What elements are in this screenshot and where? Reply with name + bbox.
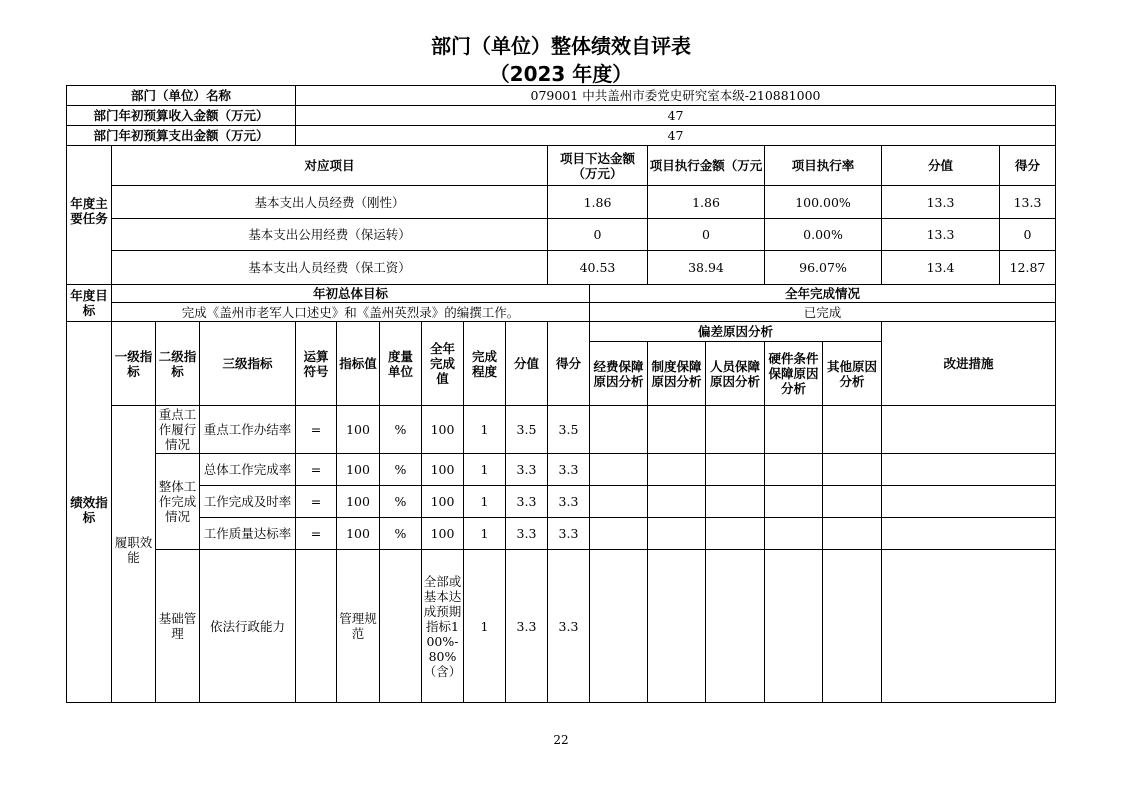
- indicators-section-label: 绩效指标: [70, 495, 108, 525]
- col-degree: 完成程度: [471, 348, 497, 379]
- target-cell: 管理规范: [339, 611, 377, 641]
- score-value-cell: 3.3: [516, 494, 537, 509]
- task-row-item: 基本支出人员经费（保工资）: [248, 260, 411, 275]
- col-level2: 二级指标: [158, 348, 197, 379]
- task-row-score-value: 13.3: [926, 227, 955, 242]
- col-target: 指标值: [339, 356, 377, 371]
- target-cell: 100: [346, 494, 370, 509]
- tasks-col-score: 得分: [1014, 158, 1040, 173]
- col-level1: 一级指标: [114, 348, 153, 379]
- score-cell: 3.3: [558, 618, 579, 634]
- goal-section-label: 年度目标: [70, 288, 108, 318]
- score-value-cell: 3.3: [516, 526, 537, 541]
- level2-cell: 整体工作完成情况: [158, 479, 197, 524]
- annual-value-cell: 100: [430, 494, 455, 509]
- degree-cell: 1: [480, 422, 489, 437]
- unit-cell: %: [394, 462, 407, 477]
- goal-text: 完成《盖州市老军人口述史》和《盖州英烈录》的编撰工作。: [181, 304, 520, 320]
- task-row-executed: 0: [702, 227, 710, 242]
- page-title: 部门（单位）整体绩效自评表: [431, 34, 691, 58]
- task-row-rate: 100.00%: [795, 194, 851, 210]
- target-cell: 100: [346, 422, 370, 437]
- expense-label: 部门年初预算支出金额（万元）: [93, 128, 269, 143]
- col-annual-value: 全年完成值: [429, 341, 455, 386]
- page-subtitle: （2023 年度）: [489, 62, 633, 86]
- task-row-allocated: 40.53: [579, 260, 616, 275]
- level2-cell: 基础管理: [158, 611, 197, 641]
- unit-cell: %: [394, 494, 407, 509]
- col-unit: 度量单位: [387, 348, 413, 379]
- target-cell: 100: [346, 526, 370, 541]
- page-number: 22: [553, 733, 569, 747]
- annual-value-cell: 全部或基本达成预期指标100%-80%（含）: [423, 573, 462, 679]
- score-cell: 3.5: [558, 422, 579, 437]
- col-level3: 三级指标: [222, 356, 273, 371]
- operator-cell: =: [310, 462, 322, 477]
- tasks-col-executed: 项目执行金额（万元: [649, 158, 763, 173]
- unit-cell: %: [394, 526, 407, 541]
- task-row-allocated: 0: [593, 227, 602, 242]
- level3-cell: 工作完成及时率: [203, 494, 292, 509]
- unit-cell: %: [394, 422, 407, 437]
- level2-cell: 重点工作履行情况: [158, 407, 197, 452]
- col-score-value: 分值: [513, 356, 539, 371]
- col-improvement: 改进措施: [943, 356, 994, 371]
- task-row-rate: 96.07%: [799, 260, 847, 275]
- task-row-executed: 38.94: [688, 260, 724, 275]
- degree-cell: 1: [480, 526, 489, 541]
- task-row-score: 12.87: [1009, 260, 1046, 275]
- completion-text: 已完成: [803, 304, 842, 320]
- task-row-item: 基本支出人员经费（刚性）: [254, 194, 405, 210]
- score-value-cell: 3.3: [516, 462, 537, 477]
- col-score: 得分: [555, 356, 581, 371]
- task-row-rate: 0.00%: [803, 227, 843, 242]
- annual-value-cell: 100: [430, 526, 455, 541]
- col-dev-funding: 经费保障原因分析: [593, 358, 644, 389]
- operator-cell: [296, 550, 336, 702]
- score-value-cell: 3.5: [516, 422, 537, 437]
- col-dev-staff: 人员保障原因分析: [709, 358, 760, 389]
- tasks-col-score-value: 分值: [927, 158, 953, 173]
- degree-cell: 1: [480, 462, 489, 477]
- operator-cell: =: [310, 526, 322, 541]
- target-cell: 100: [346, 462, 370, 477]
- degree-cell: 1: [480, 618, 489, 634]
- level1-cell: 履职效能: [114, 535, 153, 565]
- income-label: 部门年初预算收入金额（万元）: [93, 108, 269, 123]
- completion-header: 全年完成情况: [784, 286, 860, 301]
- dept-name-label: 部门（单位）名称: [130, 88, 231, 103]
- tasks-section-label: 年度主要任务: [70, 196, 108, 226]
- dept-name-value: 079001 中共盖州市委党史研究室本级-210881000: [530, 88, 821, 103]
- col-dev-system: 制度保障原因分析: [651, 358, 702, 389]
- col-operator: 运算符号: [303, 348, 329, 379]
- task-row-executed: 1.86: [692, 194, 720, 210]
- annual-value-cell: 100: [430, 462, 455, 477]
- unit-cell: [380, 550, 421, 702]
- task-row-allocated: 1.86: [583, 194, 612, 210]
- level3-cell: 重点工作办结率: [203, 422, 292, 437]
- deviation-header: 偏差原因分析: [697, 324, 773, 339]
- expense-value: 47: [667, 128, 684, 143]
- level3-cell: 依法行政能力: [209, 618, 285, 634]
- operator-cell: =: [310, 422, 322, 437]
- col-dev-hardware: 硬件条件保障原因分析: [768, 351, 819, 396]
- tasks-col-item: 对应项目: [304, 158, 355, 173]
- score-cell: 3.3: [558, 526, 579, 541]
- tasks-col-rate: 项目执行率: [791, 158, 855, 173]
- operator-cell: =: [310, 494, 322, 509]
- task-row-score: 0: [1023, 227, 1032, 242]
- col-dev-other: 其他原因分析: [826, 358, 877, 389]
- task-row-item: 基本支出公用经费（保运转）: [248, 227, 411, 242]
- annual-value-cell: 100: [430, 422, 455, 437]
- level3-cell: 总体工作完成率: [203, 462, 292, 477]
- task-row-score: 13.3: [1013, 194, 1042, 210]
- income-value: 47: [667, 108, 684, 123]
- task-row-score-value: 13.3: [926, 194, 955, 210]
- score-value-cell: 3.3: [516, 618, 537, 634]
- score-cell: 3.3: [558, 462, 579, 477]
- score-cell: 3.3: [558, 494, 579, 509]
- degree-cell: 1: [480, 494, 489, 509]
- task-row-score-value: 13.4: [926, 260, 955, 275]
- goal-header: 年初总体目标: [312, 286, 388, 301]
- level3-cell: 工作质量达标率: [203, 526, 292, 541]
- tasks-col-allocated: 项目下达金额（万元）: [559, 150, 635, 181]
